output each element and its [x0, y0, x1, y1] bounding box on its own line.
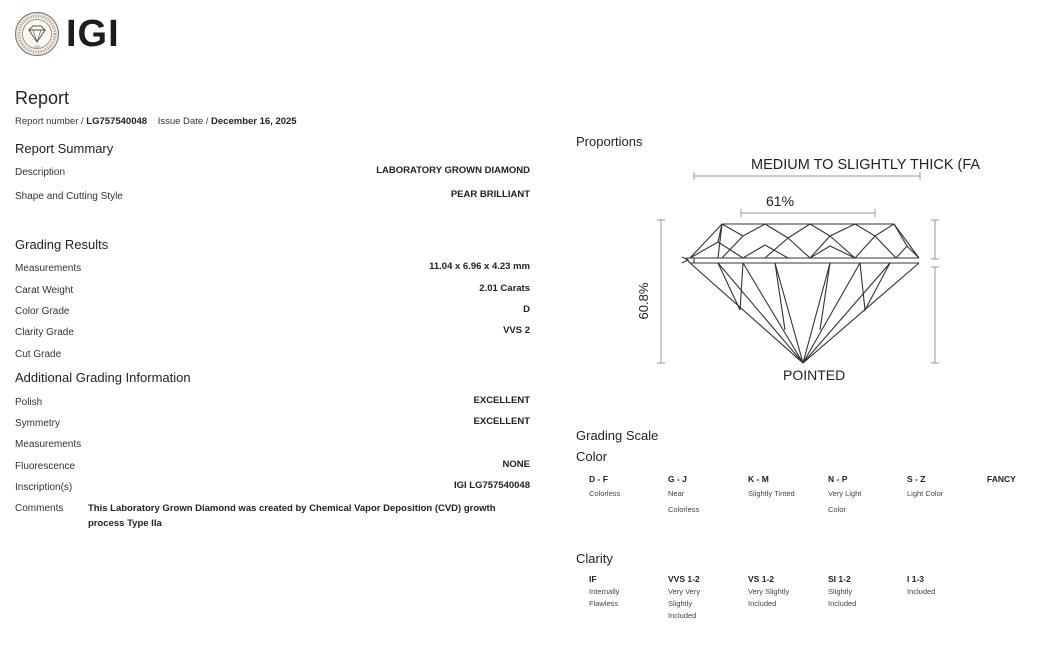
additional-value-inscription: IGI LG757540048: [453, 480, 530, 491]
crown-bracket: [931, 220, 939, 259]
clarity-item-i: [907, 574, 935, 598]
grading-title: Grading Results: [15, 237, 109, 252]
color-desc: Near: [668, 489, 685, 498]
summary-value-description: LABORATORY GROWN DIAMOND: [376, 165, 530, 176]
summary-label-shape: Shape and Cutting Style: [15, 191, 123, 202]
proportions-title: Proportions: [576, 134, 643, 149]
svg-text:IGI: IGI: [34, 44, 40, 49]
issue-date-label: Issue Date /: [157, 116, 212, 127]
girdle-label: MEDIUM TO SLIGHTLY THICK (FA: [751, 157, 981, 173]
issue-date: December 16, 2025: [211, 116, 297, 127]
color-grade: N - P: [828, 474, 848, 484]
grading-value-carat: 2.01 Carats: [479, 283, 530, 294]
summary-label-description: Description: [15, 167, 66, 178]
clarity-scale-title: Clarity: [576, 551, 613, 566]
color-desc: Colorless: [589, 489, 621, 498]
additional-value-polish: EXCELLENT: [473, 395, 530, 406]
clarity-item-vs: [748, 574, 789, 610]
clarity-item-if: [589, 574, 619, 610]
report-number-label: Report number /: [15, 116, 87, 127]
grading-value-measurements: 11.04 x 6.96 x 4.23 mm: [429, 261, 530, 272]
clarity-desc: Internally: [589, 587, 620, 596]
girdle-bracket: [694, 172, 920, 180]
additional-value-symmetry: EXCELLENT: [473, 416, 530, 427]
clarity-grade: I 1-3: [907, 574, 925, 584]
clarity-desc-2: Included: [828, 599, 857, 608]
additional-label-fluorescence: Fluorescence: [15, 461, 76, 472]
grading-label-cut: Cut Grade: [15, 349, 62, 360]
clarity-desc: Included: [907, 587, 936, 596]
clarity-grade: IF: [589, 574, 597, 584]
color-item-km: [748, 474, 795, 500]
color-scale-title: Color: [576, 449, 608, 464]
diamond-outline: [682, 224, 919, 363]
color-desc: Very Light: [828, 489, 862, 498]
table-label: 61%: [766, 193, 795, 209]
grading-label-carat: Carat Weight: [15, 285, 74, 296]
color-item-df: [589, 474, 620, 500]
grading-value-color: D: [523, 304, 530, 315]
diamond-proportions-diagram: [620, 150, 1020, 390]
grading-value-clarity: VVS 2: [503, 325, 530, 336]
grading-label-color: Color Grade: [15, 306, 70, 317]
additional-label-measurements: Measurements: [15, 439, 82, 450]
summary-value-shape: PEAR BRILLIANT: [450, 189, 530, 200]
additional-title: Additional Grading Information: [15, 370, 191, 385]
color-grade: K - M: [748, 474, 769, 484]
grading-scale-title: Grading Scale: [576, 428, 659, 443]
clarity-item-vvs: [668, 574, 700, 622]
clarity-grade: VS 1-2: [748, 574, 774, 584]
depth-label: 60.8%: [636, 282, 651, 320]
depth-bracket: [657, 220, 665, 363]
color-item-sz: [907, 474, 943, 500]
color-desc: Slightly Tinted: [748, 489, 795, 498]
additional-label-polish: Polish: [15, 397, 43, 408]
comments-label: Comments: [15, 503, 64, 514]
clarity-desc-2: Included: [748, 599, 777, 608]
color-desc: Light Color: [907, 489, 944, 498]
brand-logo-text: IGI: [66, 13, 120, 55]
comments-text: [88, 501, 496, 531]
culet-label: POINTED: [783, 367, 846, 383]
color-grade: D - F: [589, 474, 608, 484]
report-meta: [15, 116, 297, 127]
summary-title: Report Summary: [15, 141, 114, 156]
color-item-gj: [668, 474, 699, 516]
clarity-grade: SI 1-2: [828, 574, 851, 584]
pavilion-bracket: [931, 267, 939, 363]
comments-line-2: process Type IIa: [88, 518, 162, 529]
grading-label-measurements: Measurements: [15, 263, 82, 274]
color-desc-2: Colorless: [668, 505, 700, 514]
igi-seal-icon: [14, 11, 62, 57]
comments-line-1: This Laboratory Grown Diamond was created by Chemical Vapor Deposition (CVD) growth: [88, 503, 496, 514]
color-grade: FANCY: [987, 474, 1016, 484]
clarity-desc: Very Slightly: [748, 587, 790, 596]
clarity-desc-3: Included: [668, 611, 697, 620]
color-grade: G - J: [668, 474, 687, 484]
grading-label-clarity: Clarity Grade: [15, 327, 74, 338]
color-item-fancy: [987, 474, 1016, 484]
additional-label-symmetry: Symmetry: [15, 418, 60, 429]
clarity-desc-2: Slightly: [668, 599, 693, 608]
clarity-grade: VVS 1-2: [668, 574, 700, 584]
clarity-desc: Slightly: [828, 587, 853, 596]
report-title: Report: [15, 88, 70, 108]
color-grade: S - Z: [907, 474, 926, 484]
table-bracket: [741, 209, 875, 217]
additional-label-inscription: Inscription(s): [15, 482, 73, 493]
clarity-item-si: [828, 574, 856, 610]
additional-value-fluorescence: NONE: [502, 459, 530, 470]
clarity-desc: Very Very: [668, 587, 701, 596]
report-number: LG757540048: [86, 116, 148, 127]
color-item-np: [828, 474, 861, 516]
clarity-desc-2: Flawless: [589, 599, 619, 608]
color-desc-2: Color: [828, 505, 846, 514]
